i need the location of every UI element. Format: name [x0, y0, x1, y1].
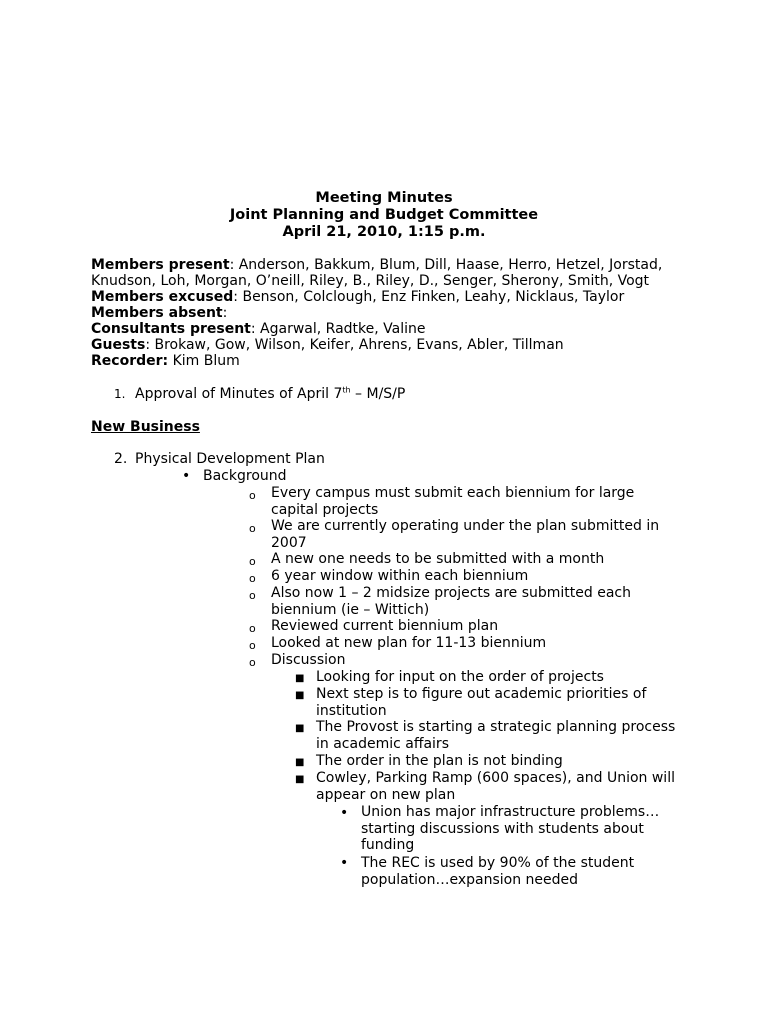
sub-item: Every campus must submit each biennium for large capital projects [271, 485, 635, 518]
consultants-line [91, 321, 711, 337]
item-2-number: 2. [114, 451, 128, 467]
item-1-text-main: Approval of Minutes of April 7 [135, 386, 343, 402]
sub-item: A new one needs to be submitted with a month [271, 551, 605, 567]
discussion-item: Cowley, Parking Ramp (600 spaces), and Union will appear on new plan [316, 770, 675, 803]
recorder-name: Kim Blum [168, 353, 240, 369]
committee-name: Joint Planning and Budget Committee [229, 207, 539, 223]
discussion-item: The order in the plan is not binding [316, 753, 563, 769]
new-business-heading: New Business [91, 419, 200, 435]
members-absent-line [91, 305, 711, 321]
sub-item: Also now 1 – 2 midsize projects are submitted each biennium (ie – Wittich) [271, 585, 631, 618]
consultants-names: : Agarwal, Radtke, Valine [250, 321, 426, 337]
title-block [0, 190, 768, 241]
sub-item: Reviewed current biennium plan [271, 618, 499, 634]
ring-bullet-icon: o [249, 622, 256, 635]
discussion-item: The Provost is starting a strategic planning process in academic affairs [316, 719, 676, 752]
sub-item: We are currently operating under the plan submitted in 2007 [271, 518, 660, 551]
discussion-item: Looking for input on the order of projects [316, 669, 604, 685]
ring-bullet-icon: o [249, 572, 256, 585]
ring-bullet-icon: o [249, 639, 256, 652]
guests-label: Guests [91, 337, 146, 353]
item-1-text-end: – M/S/P [350, 386, 406, 402]
members-present-names: : Anderson, Bakkum, Blum, Dill, Haase, Herro, Hetzel, Jorstad, Knudson, Loh, Morgan, O’neill, Riley, B., Riley, D., Senger, Sherony, Smith, Vogt [91, 257, 663, 289]
square-bullet-icon: ■ [295, 723, 305, 734]
meeting-date: April 21, 2010, 1:15 p.m. [282, 224, 486, 240]
union-item: The REC is used by 90% of the student population…expansion needed [361, 855, 635, 888]
sub-item: Discussion [271, 652, 346, 668]
ring-bullet-icon: o [249, 489, 256, 502]
ring-bullet-icon: o [249, 555, 256, 568]
discussion-item: Next step is to figure out academic priorities of institution [316, 686, 647, 719]
bullet-icon: • [182, 468, 191, 484]
bullet-icon: • [340, 805, 349, 821]
item-2-text: Physical Development Plan [135, 451, 325, 467]
ring-bullet-icon: o [249, 589, 256, 602]
union-item: Union has major infrastructure problems… starting discussions with students about funding [361, 804, 660, 853]
members-excused-label: Members excused [91, 289, 234, 305]
square-bullet-icon: ■ [295, 757, 305, 768]
background-heading: Background [203, 468, 287, 484]
item-1-number: 1. [114, 387, 126, 401]
members-excused-line [91, 289, 711, 305]
members-absent-label: Members absent [91, 305, 223, 321]
consultants-label: Consultants present [91, 321, 251, 337]
members-present-label: Members present [91, 257, 230, 273]
bullet-icon: • [340, 855, 349, 871]
attendance-section [91, 257, 711, 369]
item-1-superscript: th [342, 385, 351, 395]
sub-item: Looked at new plan for 11-13 biennium [271, 635, 547, 651]
sub-item: 6 year window within each biennium [271, 568, 529, 584]
recorder-line [91, 353, 711, 369]
document-title: Meeting Minutes [315, 190, 453, 206]
recorder-label: Recorder: [91, 353, 169, 369]
square-bullet-icon: ■ [295, 774, 305, 785]
square-bullet-icon: ■ [295, 690, 305, 701]
members-absent-names: : [222, 305, 228, 321]
ring-bullet-icon: o [249, 522, 256, 535]
item-1-text [135, 386, 405, 403]
members-excused-names: : Benson, Colclough, Enz Finken, Leahy, Nicklaus, Taylor [233, 289, 625, 305]
members-present-line [91, 257, 711, 289]
ring-bullet-icon: o [249, 656, 256, 669]
guests-names: : Brokaw, Gow, Wilson, Keifer, Ahrens, Evans, Abler, Tillman [145, 337, 564, 353]
square-bullet-icon: ■ [295, 673, 305, 684]
guests-line [91, 337, 711, 353]
